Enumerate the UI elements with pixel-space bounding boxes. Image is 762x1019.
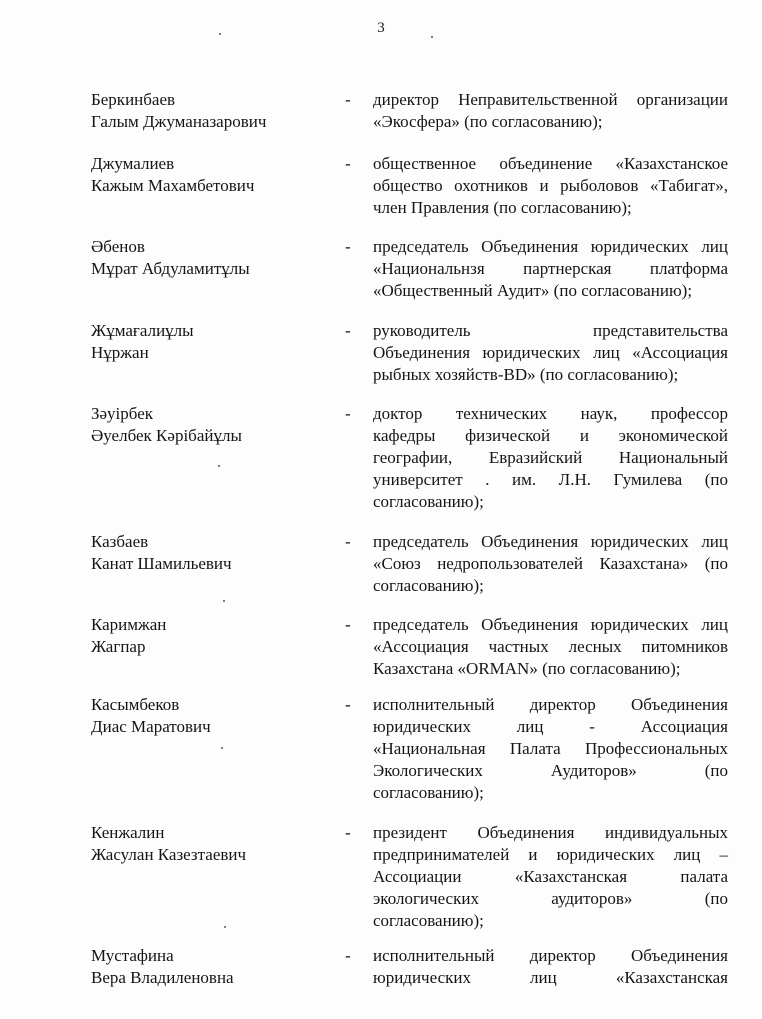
member-position-line: председатель Объединения юридических лиц (373, 532, 728, 551)
member-position-line: общество охотников и рыболовов «Табигат», (373, 176, 728, 195)
entry-dash: - (345, 90, 351, 109)
member-name-line: Кажым Махамбетович (91, 176, 255, 195)
member-position (373, 236, 728, 302)
member-name-line: Мұрат Абдуламитұлы (91, 259, 250, 278)
member-position-line: исполнительный директор Объединения (373, 946, 728, 965)
member-position-line: юридических лиц - Ассоциация (373, 717, 728, 736)
member-position-line: руководитель представительства (373, 321, 728, 340)
entry-dash: - (345, 695, 351, 714)
member-name-line: Нұржан (91, 343, 149, 362)
member-name-line: Касымбеков (91, 695, 180, 714)
scan-speck (221, 747, 223, 749)
entry-dash: - (345, 321, 351, 340)
member-name-line: Кенжалин (91, 823, 165, 842)
entry-dash: - (345, 615, 351, 634)
member-name-line: Жагпар (91, 637, 146, 656)
entry-dash: - (345, 237, 351, 256)
member-position-line: предпринимателей и юридических лиц – (373, 845, 728, 864)
scan-speck (431, 36, 433, 38)
member-name (91, 945, 326, 989)
member-position-line: «Национальная Палата Профессиональных (373, 739, 728, 758)
entry-dash: - (345, 946, 351, 965)
member-position-line: рыбных хозяйств-BD» (по согласованию); (373, 365, 679, 384)
member-position-line: согласованию); (373, 911, 484, 930)
member-position-line: «Ассоциация частных лесных питомников (373, 637, 728, 656)
member-position-line: Казахстана «ORMAN» (по согласованию); (373, 659, 681, 678)
member-position-line: член Правления (по согласованию); (373, 198, 632, 217)
member-name (91, 531, 326, 575)
member-position-line: «Экосфера» (по согласованию); (373, 112, 603, 131)
member-position (373, 320, 728, 386)
member-position (373, 822, 728, 932)
member-position-line: экологических аудиторов» (по (373, 889, 728, 908)
member-name (91, 320, 326, 364)
member-name-line: Джумалиев (91, 154, 175, 173)
member-name-line: Мустафина (91, 946, 174, 965)
member-name (91, 694, 326, 738)
scan-speck (218, 465, 220, 467)
member-position-line: Экологических Аудиторов» (по (373, 761, 728, 780)
member-name-line: Беркинбаев (91, 90, 176, 109)
scan-speck (224, 926, 226, 928)
member-name-line: Казбаев (91, 532, 149, 551)
member-name-line: Әуелбек Кәрібайұлы (91, 426, 242, 445)
member-position (373, 531, 728, 597)
member-position-line: общественное объединение «Казахстанское (373, 154, 728, 173)
member-position-line: президент Объединения индивидуальных (373, 823, 728, 842)
member-name-line: Әбенов (91, 237, 145, 256)
entry-dash: - (345, 823, 351, 842)
member-name-line: Каримжан (91, 615, 167, 634)
entry-dash: - (345, 404, 351, 423)
member-position-line: Объединения юридических лиц «Ассоциация (373, 343, 728, 362)
member-position (373, 614, 728, 680)
member-position-line: «Национальнзя партнерская платформа (373, 259, 728, 278)
member-name-line: Канат Шамильевич (91, 554, 232, 573)
member-position-line: доктор технических наук, профессор (373, 404, 728, 423)
member-position-line: кафедры физической и экономической (373, 426, 728, 445)
member-position-line: географии, Евразийский Национальный (373, 448, 728, 467)
member-position-line: согласованию); (373, 576, 484, 595)
member-position-line: университет . им. Л.Н. Гумилева (по (373, 470, 728, 489)
member-name (91, 403, 326, 447)
entry-dash: - (345, 532, 351, 551)
member-position-line: «Общественный Аудит» (по согласованию); (373, 281, 693, 300)
member-name-line: Вера Владиленовна (91, 968, 234, 987)
member-position (373, 403, 728, 513)
member-position-line: исполнительный директор Объединения (373, 695, 728, 714)
page-number: 3 (377, 20, 385, 36)
member-name (91, 89, 326, 133)
member-position-line: согласованию); (373, 783, 484, 802)
scan-speck (219, 33, 221, 35)
member-name-line: Жұмағалиұлы (91, 321, 194, 340)
member-position-line: Ассоциации «Казахстанская палата (373, 867, 728, 886)
member-name (91, 614, 326, 658)
member-name (91, 822, 326, 866)
entry-dash: - (345, 154, 351, 173)
member-position-line: директор Неправительственной организации (373, 90, 728, 109)
member-position-line: председатель Объединения юридических лиц (373, 615, 728, 634)
member-position-line: юридических лиц «Казахстанская (373, 968, 728, 987)
member-position-line: согласованию); (373, 492, 484, 511)
member-position-line: председатель Объединения юридических лиц (373, 237, 728, 256)
member-name-line: Жасулан Казезтаевич (91, 845, 247, 864)
member-name-line: Зәуірбек (91, 404, 154, 423)
member-position (373, 945, 728, 989)
member-position (373, 153, 728, 219)
member-name-line: Диас Маратович (91, 717, 211, 736)
member-name (91, 236, 326, 280)
member-position (373, 694, 728, 804)
scan-speck (223, 600, 225, 602)
member-position-line: «Союз недропользователей Казахстана» (по (373, 554, 728, 573)
member-position (373, 89, 728, 133)
member-name-line: Галым Джуманазарович (91, 112, 267, 131)
member-name (91, 153, 326, 197)
